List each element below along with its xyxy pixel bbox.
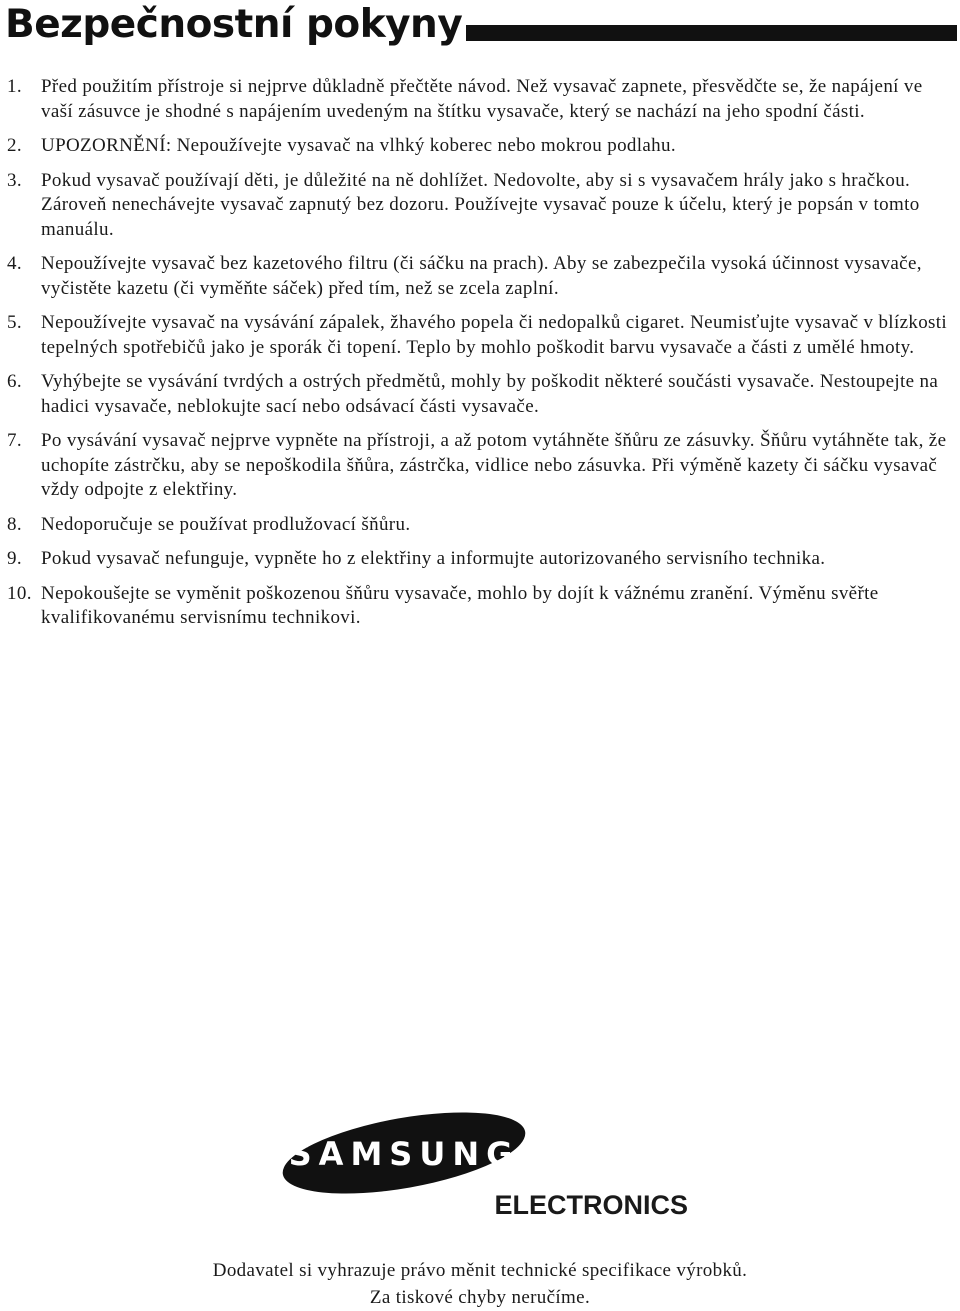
item-number: 4. <box>7 253 22 274</box>
list-item <box>7 429 957 503</box>
list-item <box>7 582 957 631</box>
item-number: 7. <box>7 430 22 451</box>
footer-line-1: Dodavatel si vyhrazuje právo měnit technické specifikace výrobků. <box>212 1260 748 1281</box>
list-item <box>7 513 957 538</box>
item-text: Nedoporučuje se používat prodlužovací šňůru. <box>41 513 411 535</box>
disclaimer-footer <box>0 1257 960 1311</box>
item-number: 8. <box>7 513 22 535</box>
item-number: 6. <box>7 371 22 392</box>
list-item <box>7 311 957 360</box>
item-text: Před použitím přístroje si nejprve důkladně přečtěte návod. Než vysavač zapnete, přesvědčte se, že napájení ve vaší zásuvce je shodné s napájením uvedeným na štítku vysavače, který se nachází na jeho spodní části. <box>41 76 923 122</box>
logo-brand-text: SAMSUNG <box>288 1135 520 1173</box>
item-text: Nepoužívejte vysavač bez kazetového filtru (či sáčku na prach). Aby se zabezpečila vysoká účinnost vysavače, vyčistěte kazetu (či vyměňte sáček) před tím, než se zcela zaplní. <box>41 253 922 299</box>
item-text: Nepokoušejte se vyměnit poškozenou šňůru vysavače, mohlo by dojít k vážnému zranění. Výměnu svěřte kvalifikovanému servisnímu technikovi. <box>41 582 879 628</box>
item-text: Vyhýbejte se vysávání tvrdých a ostrých předmětů, mohly by poškodit některé součásti vysavače. Nestoupejte na hadici vysavače, neblokujte sací nebo odsávací části vysavače. <box>41 371 939 417</box>
list-item <box>7 252 957 301</box>
item-text: Po vysávání vysavač nejprve vypněte na přístroji, a až potom vytáhněte šňůru ze zásuvky. Šňůru vytáhněte tak, že uchopíte zástrčku, aby se nepoškodila šňůra, zástrčka, vidlice nebo zásuvka. Při výměně kazety či sáčku vysavač vždy odpojte z elektřiny. <box>41 430 947 500</box>
title-underline-bar <box>466 25 957 41</box>
samsung-electronics-logo <box>282 1102 702 1232</box>
list-item <box>7 75 957 124</box>
list-item <box>7 547 957 572</box>
item-number: 1. <box>7 76 22 97</box>
footer-line-2: Za tiskové chyby neručíme. <box>369 1287 591 1308</box>
page-header <box>5 2 957 48</box>
item-text: UPOZORNĚNÍ: Nepoužívejte vysavač na vlhký koberec nebo mokrou podlahu. <box>41 135 676 156</box>
list-item <box>7 134 957 159</box>
item-text: Nepoužívejte vysavač na vysávání zápalek, žhavého popela či nedopalků cigaret. Neumisťujte vysavač v blízkosti tepelných spotřebičů jako je sporák či topení. Teplo by mohlo poškodit barvu vysavače a části z umělé hmoty. <box>41 312 948 358</box>
item-text: Pokud vysavač používají děti, je důležité na ně dohlížet. Nedovolte, aby si s vysavačem hrály jako s hračkou. Zároveň nenechávejte vysavač zapnutý bez dozoru. Používejte vysavač pouze k účelu, který je popsán v tomto manuálu. <box>41 169 920 240</box>
list-item <box>7 169 957 243</box>
safety-instructions-list <box>7 75 957 641</box>
item-text: Pokud vysavač nefunguje, vypněte ho z elektřiny a informujte autorizovaného servisního technika. <box>41 548 826 569</box>
item-number: 5. <box>7 312 22 333</box>
list-item <box>7 370 957 419</box>
item-number: 3. <box>7 169 22 191</box>
page-title: Bezpečnostní pokyny <box>5 2 463 47</box>
item-number: 2. <box>7 135 22 156</box>
item-number: 10. <box>7 582 32 604</box>
item-number: 9. <box>7 548 22 569</box>
logo-subtitle-text: ELECTRONICS <box>494 1190 688 1220</box>
